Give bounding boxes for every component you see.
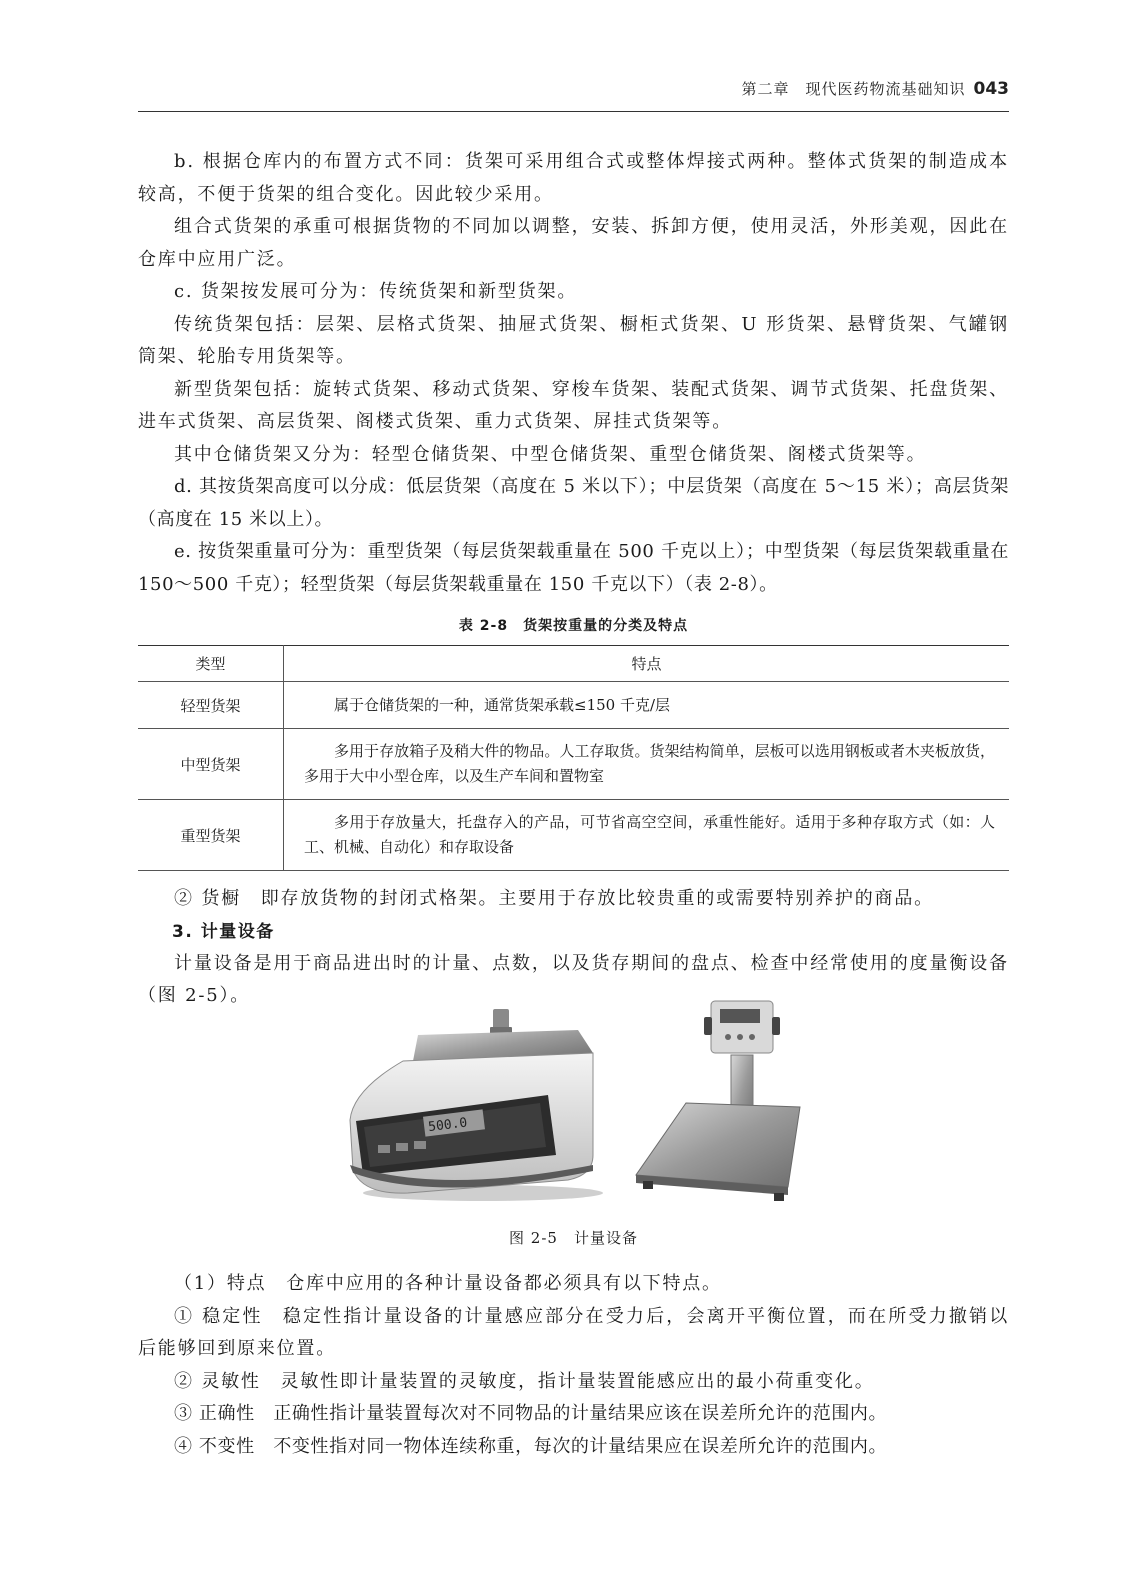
paragraph-e: e. 按货架重量可分为：重型货架（每层货架载重量在 500 千克以上）；中型货架（每层货架载重量在 150～500 千克）；轻型货架（每层货架载重量在 150 千克以下）（表 2-8）。 [138, 541, 1009, 595]
paragraph-c: c. 货架按发展可分为：传统货架和新型货架。 [174, 281, 578, 302]
paragraph-traditional: 传统货架包括：层架、层格式货架、抽屉式货架、橱柜式货架、U 形货架、悬臂货架、气罐钢筒架、轮胎专用货架等。 [138, 313, 1009, 367]
paragraph-combined-shelf: 组合式货架的承重可根据货物的不同加以调整，安装、拆卸方便，使用灵活，外形美观，因此在仓库中应用广泛。 [138, 216, 1009, 270]
platform-scale-image [636, 1001, 800, 1201]
table-cell-feature [284, 800, 1010, 871]
table-header-type: 类型 [138, 646, 284, 682]
section-title: 3. 计量设备 [172, 921, 275, 942]
paragraph-accuracy: ③ 正确性 正确性指计量装置每次对不同物品的计量结果应该在误差所允许的范围内。 [174, 1403, 888, 1424]
balance-display-text: 500.0 [427, 1115, 469, 1136]
table-cell-type: 重型货架 [138, 800, 284, 871]
paragraph-b: b. 根据仓库内的布置方式不同：货架可采用组合式或整体焊接式两种。整体式货架的制造成本较高，不便于货架的组合变化。因此较少采用。 [138, 151, 1009, 205]
page-number: 043 [973, 79, 1009, 99]
table-cell-type: 轻型货架 [138, 682, 284, 729]
paragraph-storage: 其中仓储货架又分为：轻型仓储货架、中型仓储货架、重型仓储货架、阁楼式货架等。 [174, 443, 927, 465]
scales-illustration [138, 995, 1009, 1215]
paragraph-stability: ① 稳定性 稳定性指计量设备的计量感应部分在受力后，会离开平衡位置，而在所受力撤销以后能够回到原来位置。 [138, 1305, 1009, 1359]
header-rule [138, 111, 1009, 112]
feature-text: 多用于存放箱子及稍大件的物品。人工存取货。货架结构简单，层板可以选用钢板或者木夹板放货，多用于大中小型仓库，以及生产车间和置物室 [304, 742, 995, 785]
feature-text: 多用于存放量大，托盘存入的产品，可节省高空空间，承重性能好。适用于多种存取方式（如：人工、机械、自动化）和存取设备 [304, 813, 995, 856]
paragraph-metering-intro: 计量设备是用于商品进出时的计量、点数，以及货存期间的盘点、检查中经常使用的度量衡设备（图 2-5）。 [138, 952, 1009, 1006]
characteristics-section [138, 1268, 1009, 1463]
table-cell-type: 中型货架 [138, 729, 284, 800]
paragraph-cabinet: ② 货橱 即存放货物的封闭式格架。主要用于存放比较贵重的或需要特别养护的商品。 [174, 888, 934, 909]
paragraph-d: d. 其按货架高度可以分成：低层货架（高度在 5 米以下）；中层货架（高度在 5～15 米）；高层货架（高度在 15 米以上）。 [138, 476, 1009, 530]
table-row [138, 682, 1009, 729]
table-cell-feature [284, 682, 1010, 729]
figure-caption: 图 2-5 计量设备 [509, 1229, 638, 1247]
table-caption: 表 2-8 货架按重量的分类及特点 [458, 618, 689, 634]
table-cell-feature [284, 729, 1010, 800]
paragraph-invariance: ④ 不变性 不变性指对同一物体连续称重，每次的计量结果应在误差所允许的范围内。 [174, 1435, 888, 1457]
table-row [138, 800, 1009, 871]
table-header-feature: 特点 [284, 646, 1010, 682]
figure-metering-equipment [138, 995, 1009, 1215]
paragraph-new-type: 新型货架包括：旋转式货架、移动式货架、穿梭车货架、装配式货架、调节式货架、托盘货架、进车式货架、高层货架、阁楼式货架、重力式货架、屏挂式货架等。 [138, 378, 1009, 432]
feature-text: 属于仓储货架的一种，通常货架承载≤150 千克/层 [334, 695, 671, 714]
electronic-balance-image [350, 1009, 603, 1201]
paragraph-characteristics: （1）特点 仓库中应用的各种计量设备都必须具有以下特点。 [174, 1273, 722, 1294]
shelf-weight-table [138, 645, 1009, 871]
running-head [138, 78, 1009, 106]
table-row [138, 729, 1009, 800]
table-header-row [138, 646, 1009, 682]
main-content [138, 146, 1009, 1013]
paragraph-sensitivity: ② 灵敏性 灵敏性即计量装置的灵敏度，指计量装置能感应出的最小荷重变化。 [174, 1370, 875, 1392]
chapter-title: 第二章 现代医药物流基础知识 [741, 80, 966, 98]
